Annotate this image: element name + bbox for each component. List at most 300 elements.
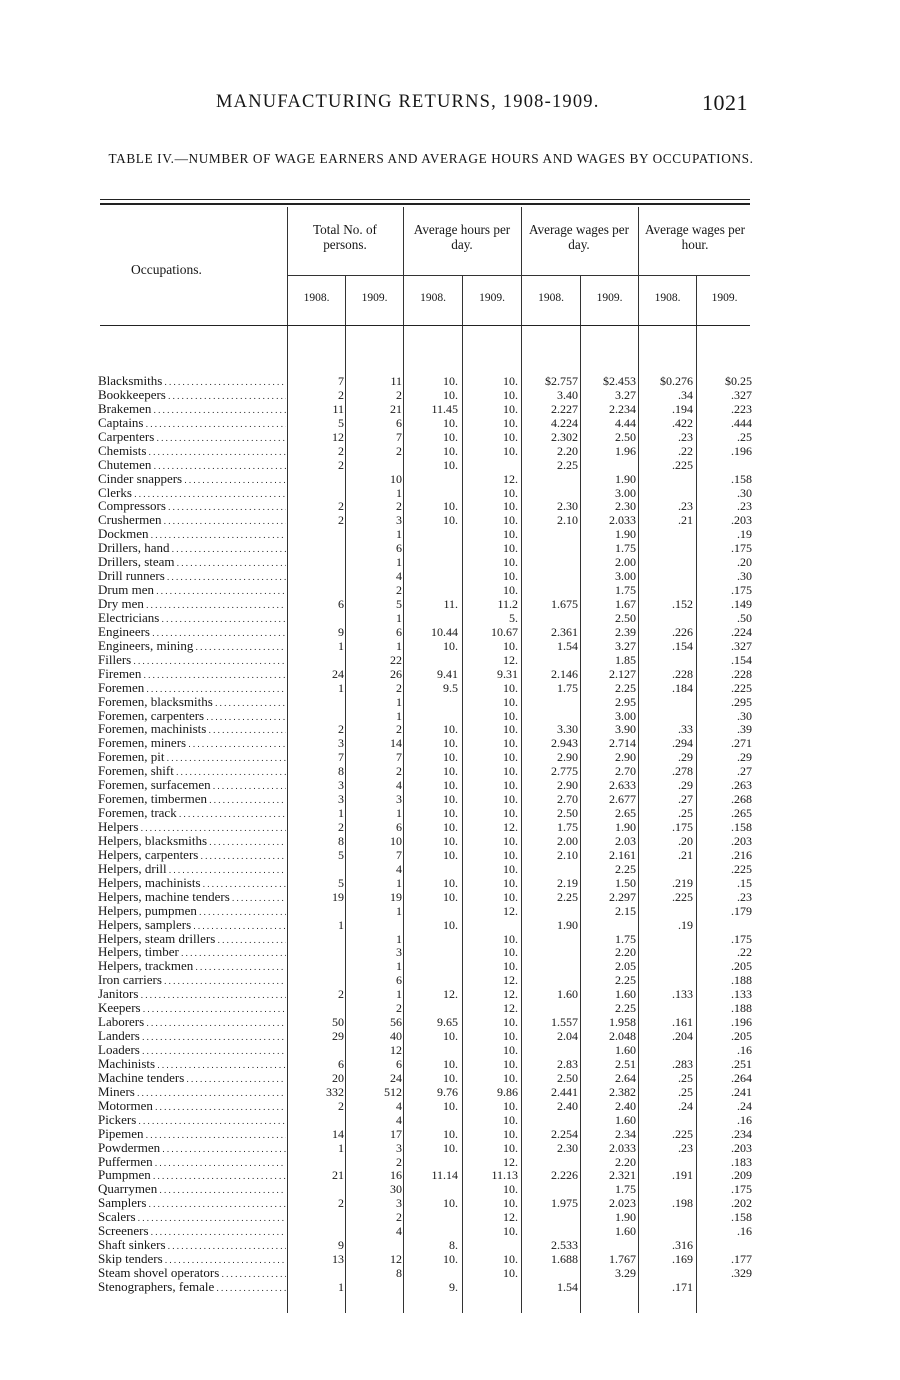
value-cell: .264 — [731, 1070, 752, 1085]
value-cell: 10. — [503, 1098, 518, 1113]
value-cell: .194 — [672, 401, 693, 416]
value-cell: 5 — [338, 847, 344, 862]
value-cell: 56 — [390, 1015, 402, 1030]
value-cell: 21 — [390, 401, 402, 416]
value-cell: 10. — [503, 861, 518, 876]
occupation-cell: Helpers, machinists . . . — [98, 876, 286, 891]
value-cell: .161 — [672, 1015, 693, 1030]
value-cell: 14 — [390, 736, 402, 751]
value-cell: 2 — [396, 1154, 402, 1169]
value-cell: 2.90 — [615, 750, 636, 765]
value-cell: .27 — [678, 792, 693, 807]
value-cell: 1.557 — [551, 1015, 578, 1030]
value-cell: .16 — [737, 1224, 752, 1239]
value-cell: 2.361 — [551, 624, 578, 639]
value-cell: 10. — [503, 833, 518, 848]
table-row — [0, 806, 900, 820]
table-row — [0, 973, 900, 987]
value-cell: 10. — [503, 792, 518, 807]
value-cell: 1.75 — [557, 820, 578, 834]
occupation-cell: Shaft sinkers . . . — [98, 1238, 286, 1253]
value-cell: 2.39 — [615, 624, 636, 639]
value-cell: 9 — [338, 624, 344, 639]
value-cell: 1 — [396, 527, 402, 542]
occupation-cell: Motormen . . . — [98, 1099, 286, 1114]
value-cell: 10. — [443, 513, 458, 528]
occupation-cell: Pipemen . . . — [98, 1127, 286, 1142]
table-row — [0, 611, 900, 625]
value-cell: 2.226 — [551, 1168, 578, 1183]
value-cell: .251 — [731, 1056, 752, 1071]
value-cell: 2 — [396, 443, 402, 458]
year-header: 1908. — [303, 292, 330, 304]
value-cell: 10. — [443, 387, 458, 402]
value-cell: .29 — [737, 750, 752, 765]
value-cell: 2.533 — [551, 1238, 578, 1253]
value-cell: 2.19 — [557, 875, 578, 890]
value-cell: 12 — [390, 1252, 402, 1267]
value-cell: 2 — [396, 583, 402, 598]
table-row — [0, 625, 900, 639]
value-cell: .175 — [731, 541, 752, 556]
value-cell: 10. — [503, 1029, 518, 1044]
value-cell: 10 — [390, 471, 402, 486]
value-cell: .25 — [678, 1070, 693, 1085]
value-cell: 2.51 — [615, 1056, 636, 1071]
top-rule-thick — [100, 203, 750, 205]
value-cell: 10. — [443, 889, 458, 904]
value-cell: 1 — [396, 555, 402, 570]
value-cell: 1 — [396, 806, 402, 821]
value-cell: 10. — [443, 806, 458, 821]
value-cell: 10. — [503, 555, 518, 570]
value-cell: 1 — [338, 638, 344, 653]
value-cell: .50 — [737, 610, 752, 625]
group-header-rule — [287, 275, 750, 276]
value-cell: .225 — [731, 680, 752, 695]
value-cell: 1 — [396, 959, 402, 974]
value-cell: 10. — [503, 889, 518, 904]
value-cell: 10. — [443, 499, 458, 514]
occupation-cell: Janitors . . . — [98, 987, 286, 1002]
value-cell: $2.757 — [545, 374, 578, 388]
value-cell: 10. — [443, 1126, 458, 1141]
value-cell: 10. — [443, 1098, 458, 1113]
value-cell: 4 — [396, 1224, 402, 1239]
value-cell: 10. — [443, 764, 458, 779]
table-row — [0, 416, 900, 430]
value-cell: 2.048 — [609, 1029, 636, 1044]
value-cell: 1 — [338, 680, 344, 695]
value-cell: 2.25 — [557, 889, 578, 904]
table-row — [0, 1043, 900, 1057]
value-cell: 10. — [443, 722, 458, 737]
value-cell: 2 — [396, 1001, 402, 1016]
value-cell: 8 — [338, 833, 344, 848]
value-cell: 2.25 — [615, 973, 636, 988]
value-cell: 2 — [338, 499, 344, 514]
page-number: 1021 — [702, 90, 748, 115]
value-cell: 2.441 — [551, 1084, 578, 1099]
table-row — [0, 458, 900, 472]
value-cell: 1.75 — [615, 931, 636, 946]
value-cell: 10. — [503, 374, 518, 388]
occupation-cell: Steam shovel operators . . . — [98, 1266, 286, 1281]
table-row — [0, 1280, 900, 1294]
value-cell: .39 — [737, 722, 752, 737]
value-cell: 12. — [503, 1001, 518, 1016]
value-cell: 2.70 — [615, 764, 636, 779]
table-row — [0, 722, 900, 736]
value-cell: .203 — [731, 833, 752, 848]
value-cell: 10. — [443, 917, 458, 932]
value-cell: 10. — [503, 1015, 518, 1030]
value-cell: 10. — [443, 415, 458, 430]
value-cell: .184 — [672, 680, 693, 695]
value-cell: 10. — [443, 457, 458, 472]
value-cell: 10. — [443, 750, 458, 765]
value-cell: 12. — [503, 973, 518, 988]
table-row — [0, 848, 900, 862]
value-cell: 2.127 — [609, 666, 636, 681]
value-cell: 10. — [503, 415, 518, 430]
value-cell: 10. — [503, 931, 518, 946]
value-cell: 10. — [503, 1056, 518, 1071]
value-cell: 2 — [396, 722, 402, 737]
value-cell: 2.03 — [615, 833, 636, 848]
value-cell: 6 — [396, 624, 402, 639]
value-cell: .225 — [672, 889, 693, 904]
occupation-cell: Foremen, blacksmiths . . . — [98, 695, 286, 710]
value-cell: 5 — [338, 415, 344, 430]
value-cell: 2.25 — [557, 457, 578, 472]
value-cell: 6 — [396, 820, 402, 834]
value-cell: .234 — [731, 1126, 752, 1141]
value-cell: 10. — [503, 945, 518, 960]
value-cell: 1.675 — [551, 597, 578, 611]
value-cell: 22 — [390, 652, 402, 667]
value-cell: .19 — [678, 917, 693, 932]
occupation-cell: Helpers, blacksmiths . . . — [98, 834, 286, 849]
value-cell: 2 — [396, 1210, 402, 1225]
occupation-cell: Foremen . . . — [98, 681, 286, 696]
value-cell: .226 — [672, 624, 693, 639]
value-cell: 2.254 — [551, 1126, 578, 1141]
value-cell: 5 — [396, 597, 402, 611]
value-cell: 12. — [503, 820, 518, 834]
value-cell: 6 — [338, 1056, 344, 1071]
value-cell: 2.714 — [609, 736, 636, 751]
value-cell: 2 — [338, 1098, 344, 1113]
value-cell: 9.31 — [497, 666, 518, 681]
value-cell: 332 — [326, 1084, 344, 1099]
occupation-cell: Puffermen . . . — [98, 1155, 286, 1170]
table-row — [0, 653, 900, 667]
occupation-cell: Drillers, hand . . . — [98, 541, 286, 556]
table-caption: TABLE IV.—NUMBER OF WAGE EARNERS AND AVERAGE HOURS AND WAGES BY OCCUPATIONS. — [108, 151, 754, 166]
value-cell: 3.30 — [557, 722, 578, 737]
value-cell: 10. — [503, 778, 518, 793]
value-cell: 1 — [338, 1140, 344, 1155]
group-header-wages-per-hour: Average wages per hour. — [644, 222, 746, 252]
value-cell: 10. — [503, 1252, 518, 1267]
occupation-cell: Blacksmiths . . . — [98, 374, 286, 389]
occupation-cell: Foremen, timbermen . . . — [98, 792, 286, 807]
value-cell: .33 — [678, 722, 693, 737]
value-cell: 9 — [338, 1238, 344, 1253]
value-cell: 1.75 — [615, 583, 636, 598]
value-cell: .241 — [731, 1084, 752, 1099]
value-cell: .225 — [731, 861, 752, 876]
value-cell: .133 — [672, 987, 693, 1002]
occupation-cell: Miners . . . — [98, 1085, 286, 1100]
table-row — [0, 1182, 900, 1196]
table-row — [0, 1224, 900, 1238]
value-cell: .15 — [737, 875, 752, 890]
value-cell: 2.30 — [557, 1140, 578, 1155]
value-cell: 1.60 — [557, 987, 578, 1002]
occupation-cell: Loaders . . . — [98, 1043, 286, 1058]
value-cell: .30 — [737, 569, 752, 584]
value-cell: 5. — [509, 610, 518, 625]
value-cell: .175 — [731, 1182, 752, 1197]
value-cell: 2.161 — [609, 847, 636, 862]
value-cell: .22 — [737, 945, 752, 960]
value-cell: 1.60 — [615, 1224, 636, 1239]
table-row — [0, 820, 900, 834]
table-row — [0, 1168, 900, 1182]
value-cell: 2.83 — [557, 1056, 578, 1071]
value-cell: 10. — [443, 1252, 458, 1267]
table-row — [0, 667, 900, 681]
value-cell: 11.2 — [497, 597, 518, 611]
table-row — [0, 750, 900, 764]
occupation-cell: Firemen . . . — [98, 667, 286, 682]
table-row — [0, 945, 900, 959]
table-row — [0, 430, 900, 444]
value-cell: 12. — [503, 1154, 518, 1169]
value-cell: 1 — [396, 485, 402, 500]
value-cell: .25 — [737, 429, 752, 444]
value-cell: 3 — [338, 778, 344, 793]
value-cell: $0.25 — [725, 374, 752, 388]
value-cell: 50 — [332, 1015, 344, 1030]
value-cell: .158 — [731, 1210, 752, 1225]
value-cell: .329 — [731, 1266, 752, 1280]
value-cell: 2.227 — [551, 401, 578, 416]
value-cell: 2.033 — [609, 513, 636, 528]
value-cell: 1.67 — [615, 597, 636, 611]
value-cell: 1 — [396, 708, 402, 723]
value-cell: 4.224 — [551, 415, 578, 430]
table-row — [0, 597, 900, 611]
value-cell: 10. — [503, 875, 518, 890]
value-cell: 10. — [503, 708, 518, 723]
table-row — [0, 987, 900, 1001]
value-cell: .30 — [737, 708, 752, 723]
occupation-cell: Powdermen . . . — [98, 1141, 286, 1156]
value-cell: 10. — [503, 638, 518, 653]
value-cell: 2 — [396, 680, 402, 695]
occupation-cell: Chemists . . . — [98, 444, 286, 459]
value-cell: $0.276 — [660, 374, 693, 388]
value-cell: 14 — [332, 1126, 344, 1141]
value-cell: 8 — [396, 1266, 402, 1280]
value-cell: 1.90 — [615, 820, 636, 834]
value-cell: 1 — [396, 903, 402, 918]
value-cell: 10. — [443, 847, 458, 862]
value-cell: 2 — [338, 722, 344, 737]
occupation-cell: Helpers, pumpmen . . . — [98, 904, 286, 919]
table-row — [0, 834, 900, 848]
value-cell: .327 — [731, 387, 752, 402]
value-cell: .23 — [678, 429, 693, 444]
value-cell: 10. — [443, 443, 458, 458]
value-cell: 2.90 — [557, 778, 578, 793]
value-cell: 10. — [503, 847, 518, 862]
value-cell: 2.10 — [557, 847, 578, 862]
value-cell: 1 — [396, 638, 402, 653]
occupation-cell: Foremen, surfacemen . . . — [98, 778, 286, 793]
occupation-cell: Pickers . . . — [98, 1113, 286, 1128]
table-row — [0, 736, 900, 750]
value-cell: 3 — [338, 736, 344, 751]
value-cell: .316 — [672, 1238, 693, 1253]
value-cell: .175 — [731, 583, 752, 598]
value-cell: 10. — [443, 1029, 458, 1044]
value-cell: 2.20 — [615, 1154, 636, 1169]
table-row — [0, 444, 900, 458]
table-row — [0, 499, 900, 513]
value-cell: .16 — [737, 1112, 752, 1127]
value-cell: 2 — [338, 457, 344, 472]
value-cell: .294 — [672, 736, 693, 751]
value-cell: 2.234 — [609, 401, 636, 416]
value-cell: .158 — [731, 471, 752, 486]
value-cell: 2.40 — [557, 1098, 578, 1113]
value-cell: 1.60 — [615, 1043, 636, 1057]
year-header: 1909. — [596, 292, 623, 304]
value-cell: 12. — [503, 987, 518, 1002]
occupation-cell: Machinists . . . — [98, 1057, 286, 1072]
value-cell: 2.50 — [557, 1070, 578, 1085]
value-cell: 10. — [503, 1070, 518, 1085]
value-cell: 3 — [396, 1140, 402, 1155]
value-cell: 11.14 — [431, 1168, 458, 1183]
occupation-cell: Captains . . . — [98, 416, 286, 431]
table-row — [0, 486, 900, 500]
table-body — [0, 374, 900, 1294]
value-cell: 10. — [503, 387, 518, 402]
value-cell: 2.25 — [615, 1001, 636, 1016]
value-cell: .205 — [731, 1029, 752, 1044]
value-cell: 10. — [443, 1056, 458, 1071]
occupation-cell: Foremen, shift . . . — [98, 764, 286, 779]
value-cell: .175 — [731, 931, 752, 946]
value-cell: .271 — [731, 736, 752, 751]
value-cell: 2.10 — [557, 513, 578, 528]
value-cell: 2.00 — [615, 555, 636, 570]
value-cell: .228 — [731, 666, 752, 681]
year-header: 1909. — [479, 292, 505, 304]
value-cell: 3.27 — [615, 387, 636, 402]
value-cell: 2.146 — [551, 666, 578, 681]
value-cell: .198 — [672, 1196, 693, 1211]
occupation-cell: Electricians . . . — [98, 611, 286, 626]
value-cell: 1 — [396, 987, 402, 1002]
value-cell: .422 — [672, 415, 693, 430]
value-cell: 2 — [338, 513, 344, 528]
value-cell: 1 — [338, 917, 344, 932]
value-cell: 9.76 — [437, 1084, 458, 1099]
occupation-cell: Chutemen . . . — [98, 458, 286, 473]
value-cell: 11 — [390, 374, 402, 388]
table-row — [0, 527, 900, 541]
value-cell: .179 — [731, 903, 752, 918]
value-cell: 2.95 — [615, 694, 636, 709]
occupation-cell: Skip tenders . . . — [98, 1252, 286, 1267]
value-cell: 1.90 — [615, 471, 636, 486]
value-cell: 2.023 — [609, 1196, 636, 1211]
value-cell: 6 — [338, 597, 344, 611]
value-cell: 1.90 — [557, 917, 578, 932]
value-cell: 10. — [503, 750, 518, 765]
value-cell: .154 — [731, 652, 752, 667]
value-cell: .295 — [731, 694, 752, 709]
value-cell: 3 — [396, 792, 402, 807]
value-cell: .224 — [731, 624, 752, 639]
value-cell: .27 — [737, 764, 752, 779]
value-cell: 12. — [503, 471, 518, 486]
value-cell: 10. — [443, 875, 458, 890]
occupation-cell: Helpers, drill . . . — [98, 862, 286, 877]
value-cell: 2.943 — [551, 736, 578, 751]
table-row — [0, 1155, 900, 1169]
value-cell: 2 — [338, 387, 344, 402]
value-cell: 13 — [332, 1252, 344, 1267]
value-cell: 2.633 — [609, 778, 636, 793]
value-cell: .175 — [672, 820, 693, 834]
table-row — [0, 513, 900, 527]
value-cell: 10. — [443, 638, 458, 653]
value-cell: 10. — [503, 736, 518, 751]
value-cell: 2.033 — [609, 1140, 636, 1155]
value-cell: 1.85 — [615, 652, 636, 667]
table-row — [0, 959, 900, 973]
value-cell: 2.25 — [615, 861, 636, 876]
value-cell: 1 — [396, 610, 402, 625]
value-cell: 10. — [443, 1196, 458, 1211]
value-cell: 10. — [443, 1140, 458, 1155]
value-cell: 10. — [443, 1070, 458, 1085]
value-cell: .203 — [731, 1140, 752, 1155]
value-cell: 10.44 — [431, 624, 458, 639]
value-cell: 6 — [396, 1056, 402, 1071]
occupation-cell: Dockmen . . . — [98, 527, 286, 542]
occupation-cell: Screeners . . . — [98, 1224, 286, 1239]
occupation-cell: Foremen, machinists . . . — [98, 722, 286, 737]
table-row — [0, 1266, 900, 1280]
value-cell: 3.29 — [615, 1266, 636, 1280]
occupation-cell: Scalers . . . — [98, 1210, 286, 1225]
value-cell: .444 — [731, 415, 752, 430]
value-cell: 2 — [396, 499, 402, 514]
value-cell: 2.64 — [615, 1070, 636, 1085]
table-row — [0, 681, 900, 695]
value-cell: 2 — [338, 443, 344, 458]
value-cell: 10. — [503, 1043, 518, 1057]
value-cell: .219 — [672, 875, 693, 890]
